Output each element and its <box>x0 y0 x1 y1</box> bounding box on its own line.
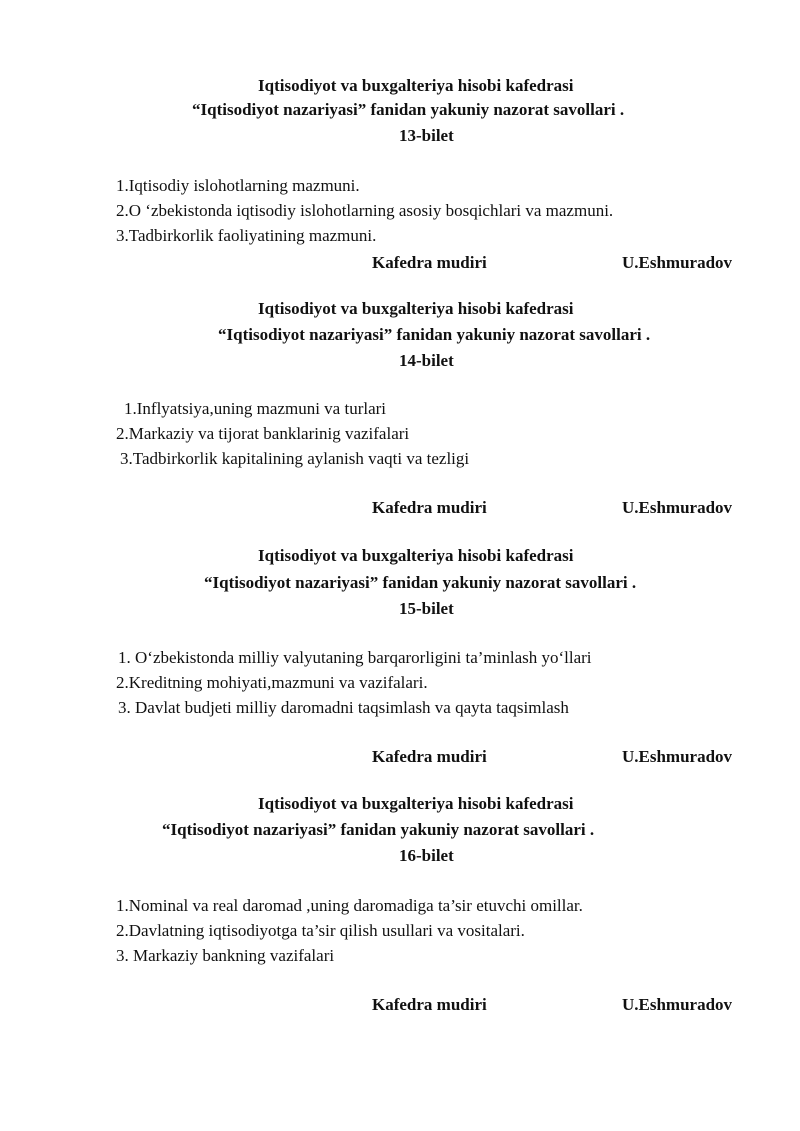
signature-title: Kafedra mudiri <box>372 253 487 272</box>
department-heading: Iqtisodiyot va buxgalteriya hisobi kafedrasi <box>258 76 574 95</box>
signature-name: U.Eshmuradov <box>622 995 733 1014</box>
department-heading: Iqtisodiyot va buxgalteriya hisobi kafedrasi <box>258 794 574 813</box>
question-2: 2.Davlatning iqtisodiyotga ta’sir qilish usullari va vositalari. <box>116 921 525 940</box>
department-heading: Iqtisodiyot va buxgalteriya hisobi kafedrasi <box>258 299 574 318</box>
question-2: 2.Markaziy va tijorat banklarinig vazifalari <box>116 424 410 443</box>
question-1: 1. O‘zbekistonda milliy valyutaning barqarorligini ta’minlash yo‘llari <box>118 648 592 667</box>
ticket-16 <box>0 793 800 1043</box>
ticket-number: 15-bilet <box>399 599 454 618</box>
signature-name: U.Eshmuradov <box>622 253 733 272</box>
subject-heading: “Iqtisodiyot nazariyasi” fanidan yakuniy nazorat savollari . <box>162 820 595 839</box>
question-3: 3. Markaziy bankning vazifalari <box>116 946 335 965</box>
question-1: 1.Nominal va real daromad ,uning daromadiga ta’sir etuvchi omillar. <box>116 896 583 915</box>
question-3: 3.Tadbirkorlik faoliyatining mazmuni. <box>116 226 377 245</box>
question-2: 2.Kreditning mohiyati,mazmuni va vazifalari. <box>116 673 428 692</box>
signature-name: U.Eshmuradov <box>622 498 733 517</box>
ticket-number: 13-bilet <box>399 126 454 145</box>
subject-heading: “Iqtisodiyot nazariyasi” fanidan yakuniy nazorat savollari . <box>218 325 651 344</box>
signature-name: U.Eshmuradov <box>622 747 733 766</box>
signature-title: Kafedra mudiri <box>372 995 487 1014</box>
ticket-13 <box>0 75 800 325</box>
ticket-number: 14-bilet <box>399 351 454 370</box>
subject-heading: “Iqtisodiyot nazariyasi” fanidan yakuniy nazorat savollari . <box>204 573 637 592</box>
question-2: 2.O ‘zbekistonda iqtisodiy islohotlarning asosiy bosqichlari va mazmuni. <box>116 201 614 220</box>
signature-title: Kafedra mudiri <box>372 498 487 517</box>
question-1: 1.Iqtisodiy islohotlarning mazmuni. <box>116 176 360 195</box>
ticket-number: 16-bilet <box>399 846 454 865</box>
ticket-14 <box>0 298 800 548</box>
subject-heading: “Iqtisodiyot nazariyasi” fanidan yakuniy nazorat savollari . <box>192 100 625 119</box>
department-heading: Iqtisodiyot va buxgalteriya hisobi kafedrasi <box>258 546 574 565</box>
question-3: 3.Tadbirkorlik kapitalining aylanish vaqti va tezligi <box>120 449 470 468</box>
signature-title: Kafedra mudiri <box>372 747 487 766</box>
question-3: 3. Davlat budjeti milliy daromadni taqsimlash va qayta taqsimlash <box>118 698 569 717</box>
question-1: 1.Inflyatsiya,uning mazmuni va turlari <box>124 399 387 418</box>
ticket-15 <box>0 545 800 795</box>
